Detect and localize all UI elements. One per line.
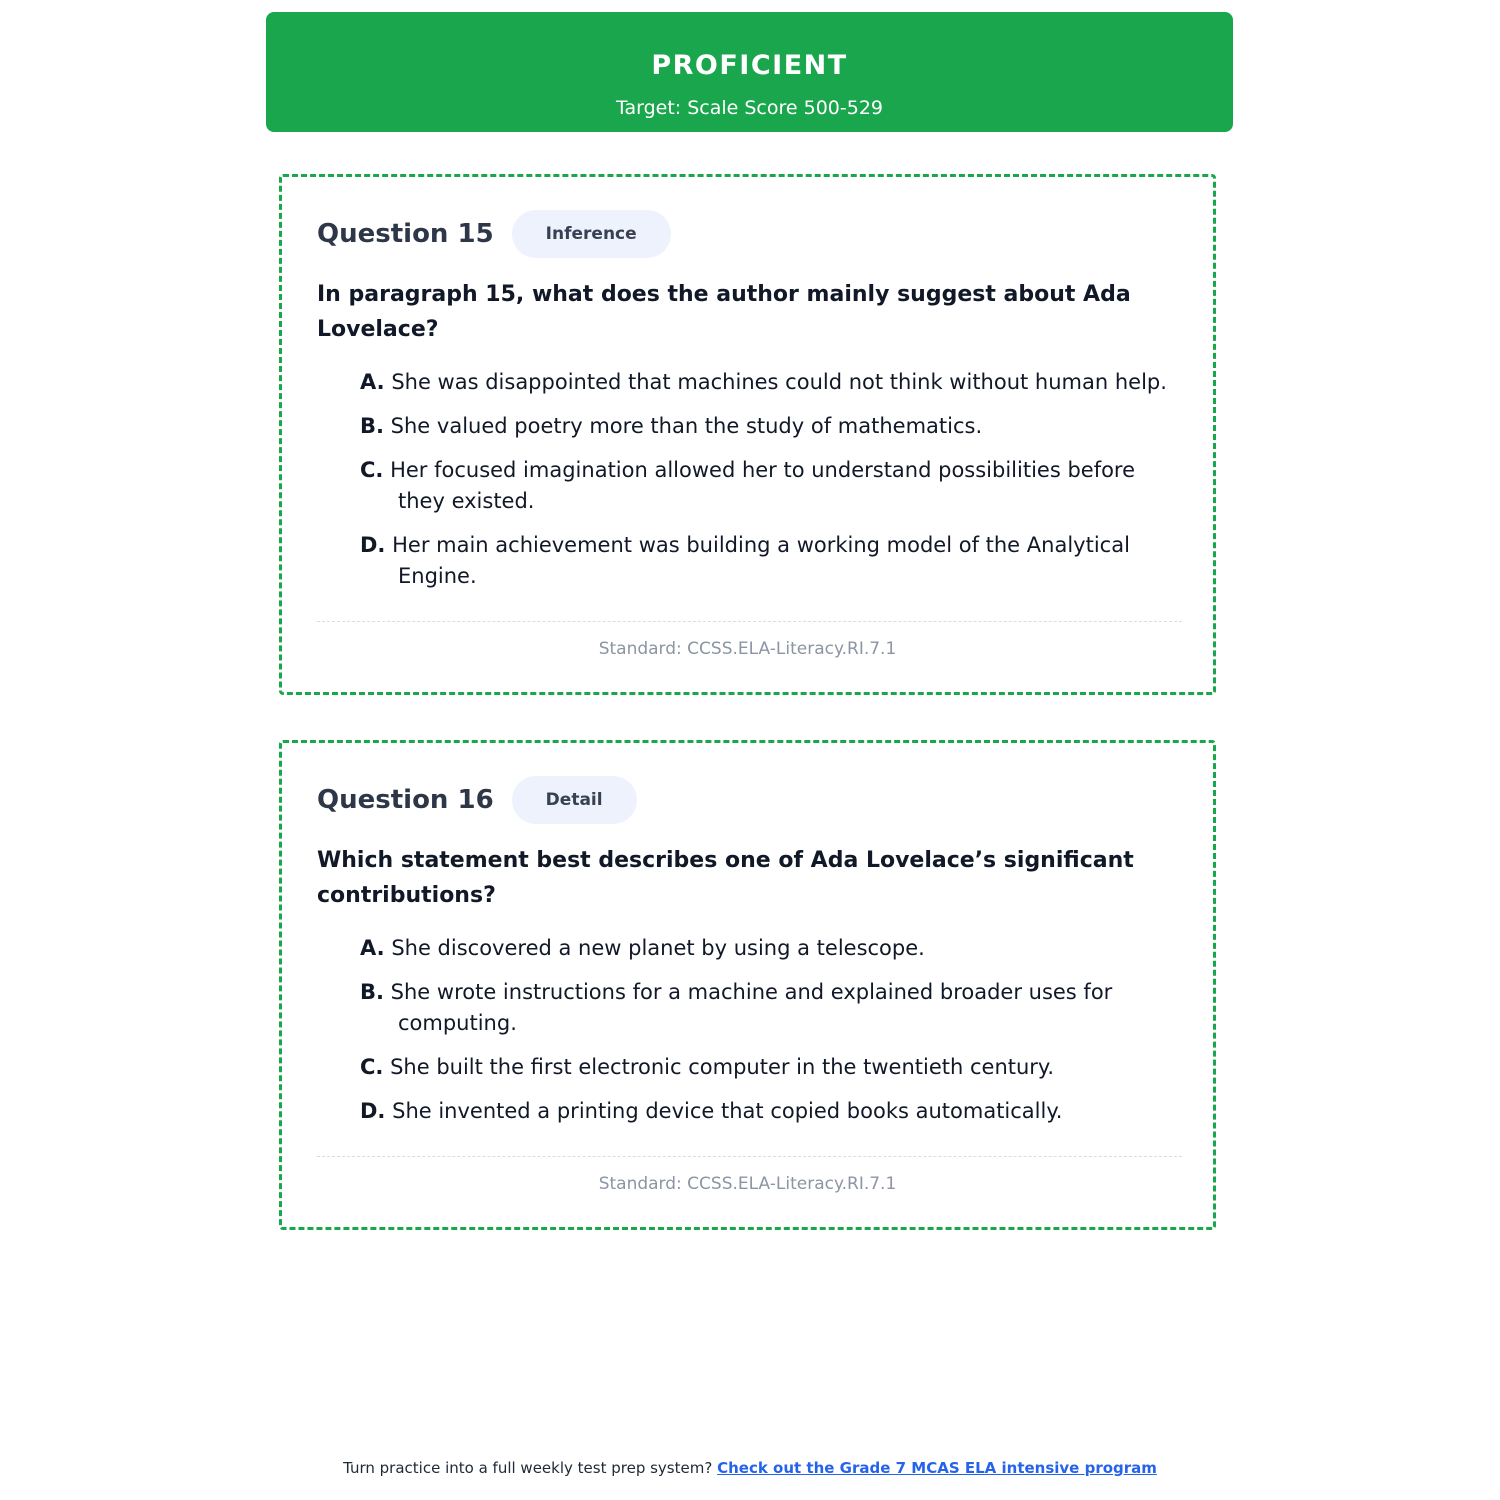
banner-subtitle: Target: Scale Score 500-529 (615, 97, 884, 119)
answer-choice-c[interactable] (360, 455, 1180, 517)
question-card-16 (279, 740, 1216, 1230)
skill-tag: Detail (512, 776, 637, 824)
answer-choice-b[interactable] (360, 977, 1180, 1039)
standard-label: Standard: CCSS.ELA-Literacy.RI.7.1 (598, 1174, 897, 1194)
answer-choice-b[interactable] (360, 411, 1180, 442)
choice-text: Her main achievement was building a working model of the Analytical Engine. (392, 533, 1130, 588)
skill-tag: Inference (512, 210, 671, 258)
choice-text: Her focused imagination allowed her to understand possibilities before they existed. (390, 458, 1136, 513)
choice-letter: D. (360, 533, 386, 557)
question-stem: Which statement best describes one of Ada Lovelace’s significant contributions? (317, 848, 1134, 908)
program-link[interactable]: Check out the Grade 7 MCAS ELA intensive program (717, 1459, 1157, 1477)
choice-letter: D. (360, 1099, 386, 1123)
choice-text: She wrote instructions for a machine and explained broader uses for computing. (390, 980, 1113, 1035)
standard-label: Standard: CCSS.ELA-Literacy.RI.7.1 (598, 639, 897, 659)
question-stem: In paragraph 15, what does the author mainly suggest about Ada Lovelace? (317, 282, 1131, 342)
choice-text: She built the first electronic computer in the twentieth century. (390, 1055, 1055, 1079)
question-header (317, 775, 637, 825)
choice-letter: B. (360, 980, 384, 1004)
choice-letter: A. (360, 936, 385, 960)
choice-letter: C. (360, 1055, 384, 1079)
choice-text: She discovered a new planet by using a telescope. (391, 936, 925, 960)
footer-text: Turn practice into a full weekly test prep system? (343, 1459, 713, 1477)
answer-choice-a[interactable] (360, 933, 1180, 964)
answer-choice-d[interactable] (360, 530, 1180, 592)
question-number: Question 16 (317, 785, 494, 815)
choice-letter: A. (360, 370, 385, 394)
choice-letter: B. (360, 414, 384, 438)
choice-letter: C. (360, 458, 384, 482)
answer-choices (360, 367, 1180, 605)
footer (0, 1458, 1500, 1478)
divider (317, 1156, 1182, 1157)
choice-text: She was disappointed that machines could not think without human help. (391, 370, 1167, 394)
answer-choice-c[interactable] (360, 1052, 1180, 1083)
question-number: Question 15 (317, 219, 494, 249)
choice-text: She valued poetry more than the study of mathematics. (390, 414, 983, 438)
proficiency-banner (266, 12, 1233, 132)
answer-choice-a[interactable] (360, 367, 1180, 398)
question-card-15 (279, 174, 1216, 695)
answer-choices (360, 933, 1180, 1140)
banner-title: PROFICIENT (651, 50, 848, 81)
question-header (317, 209, 671, 259)
answer-choice-d[interactable] (360, 1096, 1180, 1127)
divider (317, 621, 1182, 622)
choice-text: She invented a printing device that copied books automatically. (392, 1099, 1063, 1123)
